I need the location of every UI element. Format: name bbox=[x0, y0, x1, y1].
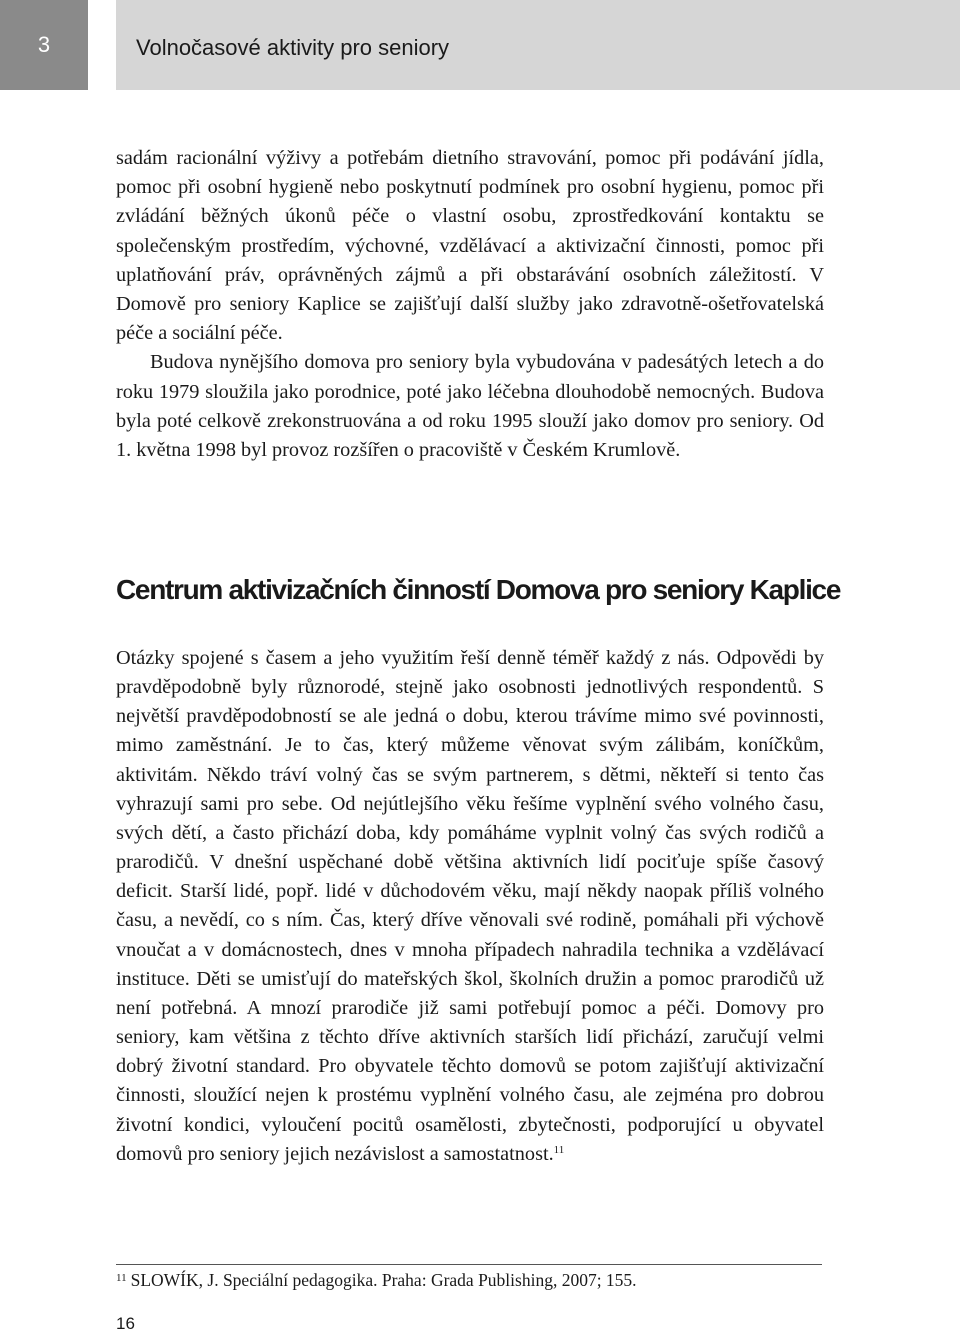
footnote-divider bbox=[116, 1264, 822, 1265]
chapter-title-bar bbox=[116, 0, 960, 90]
footnote bbox=[116, 1268, 824, 1292]
footnote-mark: 11 bbox=[116, 1272, 127, 1284]
section-heading: Centrum aktivizačních činností Domova pro seniory Kaplice bbox=[116, 574, 841, 605]
footnote-reference[interactable]: 11 bbox=[553, 1143, 565, 1156]
page-number: 16 bbox=[116, 1314, 135, 1333]
section-paragraph-text: Otázky spojené s časem a jeho využitím řeší denně téměř každý z nás. Odpovědi by pravděpodobně byly různorodé, stejně jako osobnosti jednotlivých respondentů. S největší pravděpodobností se ale jedná o dobu, kterou trávíme mimo své povinnosti, mimo zaměstnání. Je to čas, který můžeme věnovat svým zálibám, koníčkům, aktivitám. Někdo tráví volný čas se svým partnerem, s dětmi, někteří si tento čas vyhrazují sami pro sebe. Od nejútlejšího věku řešíme vyplnění svého volného času, svých dětí, a často přichází doba, kdy pomáháme vyplnit volný čas svých rodičů a prarodičů. V dnešní uspěchané době většina aktivních lidí pociťuje spíše časový deficit. Starší lidé, popř. lidé v důchodovém věku, mají někdy naopak příliš volného času, a nevědí, co s ním. Čas, který dříve věnovali své rodině, pomáhali při výchově vnoučat a v domácnostech, dnes v mnoha případech nahradila technika a vzdělávací instituce. Děti se umisťují do mateřských škol, školních družin a pomoc prarodičů už není potřebná. A mnozí prarodiče již sami potřebují pomoc a péči. Domovy pro seniory, kam většina z těchto dříve aktivních starších lidí přichází, zaručují velmi dobrý životní standard. Pro obyvatele těchto domovů se potom zajišťují aktivizační činnosti, sloužící nejen k prostému vyplnění volného času, ale zejména pro dobrou životní kondici, vyloučení pocitů osamělosti, zbytečnosti, podporující u obyvatel domovů pro seniory jejich nezávislost a samostatnost. bbox=[116, 647, 824, 1165]
page-header bbox=[0, 0, 960, 90]
intro-paragraph-2: Budova nynějšího domova pro seniory byla vybudována v padesátých letech a do roku 1979 sloužila jako porodnice, poté jako léčebna dlouhodobě nemocných. Budova byla poté celkově zrekonstruována a od roku 1995 slouží jako domov pro seniory. Od 1. května 1998 byl provoz rozšířen o pracoviště v Českém Krumlově. bbox=[116, 351, 824, 462]
section-paragraph bbox=[116, 644, 824, 1169]
footnote-text: SLOWÍK, J. Speciální pedagogika. Praha: Grada Publishing, 2007; 155. bbox=[130, 1270, 637, 1290]
intro-paragraph-1: sadám racionální výživy a potřebám dietního stravování, pomoc při podávání jídla, pomoc při osobní hygieně nebo poskytnutí podmínek pro osobní hygienu, pomoc při zvládání běžných úkonů péče o vlastní osobu, zprostředkování kontaktu se společenským prostředím, výchovné, vzdělávací a aktivizační činnosti, pomoc při uplatňování práv, oprávněných zájmů a při obstarávání osobních záležitostí. V Domově pro seniory Kaplice se zajišťují další služby jako zdravotně-ošetřovatelská péče a sociální péče. bbox=[116, 147, 824, 345]
chapter-number: 3 bbox=[0, 0, 88, 90]
intro-text bbox=[116, 144, 824, 465]
chapter-title: Volnočasové aktivity pro seniory bbox=[136, 35, 450, 60]
section-text bbox=[116, 644, 824, 1169]
